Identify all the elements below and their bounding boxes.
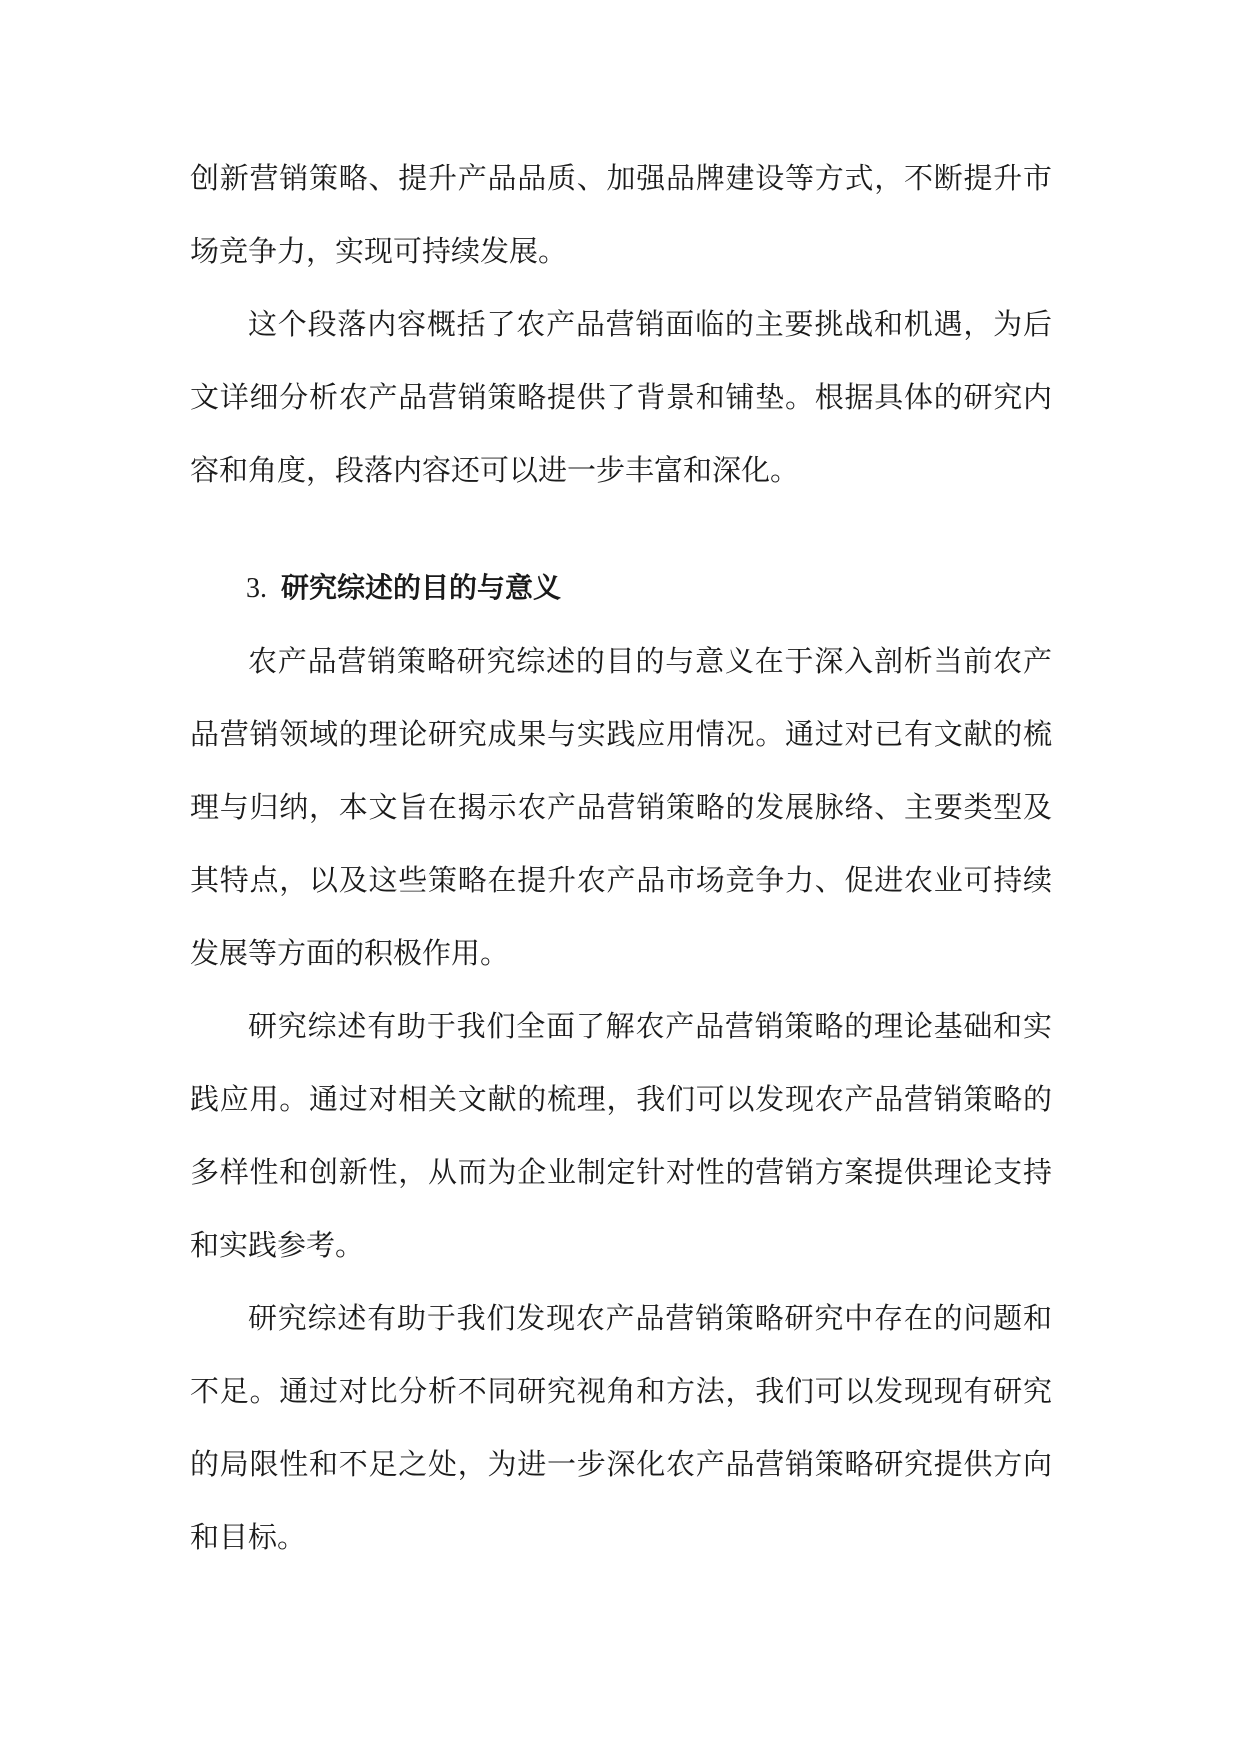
document-body [190, 142, 1052, 1574]
section-heading [190, 551, 1052, 625]
paragraph-theory-practice: 研究综述有助于我们全面了解农产品营销策略的理论基础和实践应用。通过对相关文献的梳理，我们可以发现农产品营销策略的多样性和创新性，从而为企业制定针对性的营销方案提供理论支持和实践参考。 [190, 1009, 1052, 1262]
paragraph-purpose: 农产品营销策略研究综述的目的与意义在于深入剖析当前农产品营销领域的理论研究成果与实践应用情况。通过对已有文献的梳理与归纳，本文旨在揭示农产品营销策略的发展脉络、主要类型及其特点，以及这些策略在提升农产品市场竞争力、促进农业可持续发展等方面的积极作用。 [190, 644, 1052, 970]
paragraph-continuation: 创新营销策略、提升产品品质、加强品牌建设等方式，不断提升市场竞争力，实现可持续发展。 [190, 161, 1052, 268]
section-spacer [190, 507, 1052, 551]
paragraph-summary: 这个段落内容概括了农产品营销面临的主要挑战和机遇，为后文详细分析农产品营销策略提供了背景和铺垫。根据具体的研究内容和角度，段落内容还可以进一步丰富和深化。 [190, 307, 1052, 487]
section-title: 研究综述的目的与意义 [281, 571, 562, 604]
section-number: 3. [246, 573, 267, 604]
paragraph-problems: 研究综述有助于我们发现农产品营销策略研究中存在的问题和不足。通过对比分析不同研究视角和方法，我们可以发现现有研究的局限性和不足之处，为进一步深化农产品营销策略研究提供方向和目标。 [190, 1301, 1052, 1554]
